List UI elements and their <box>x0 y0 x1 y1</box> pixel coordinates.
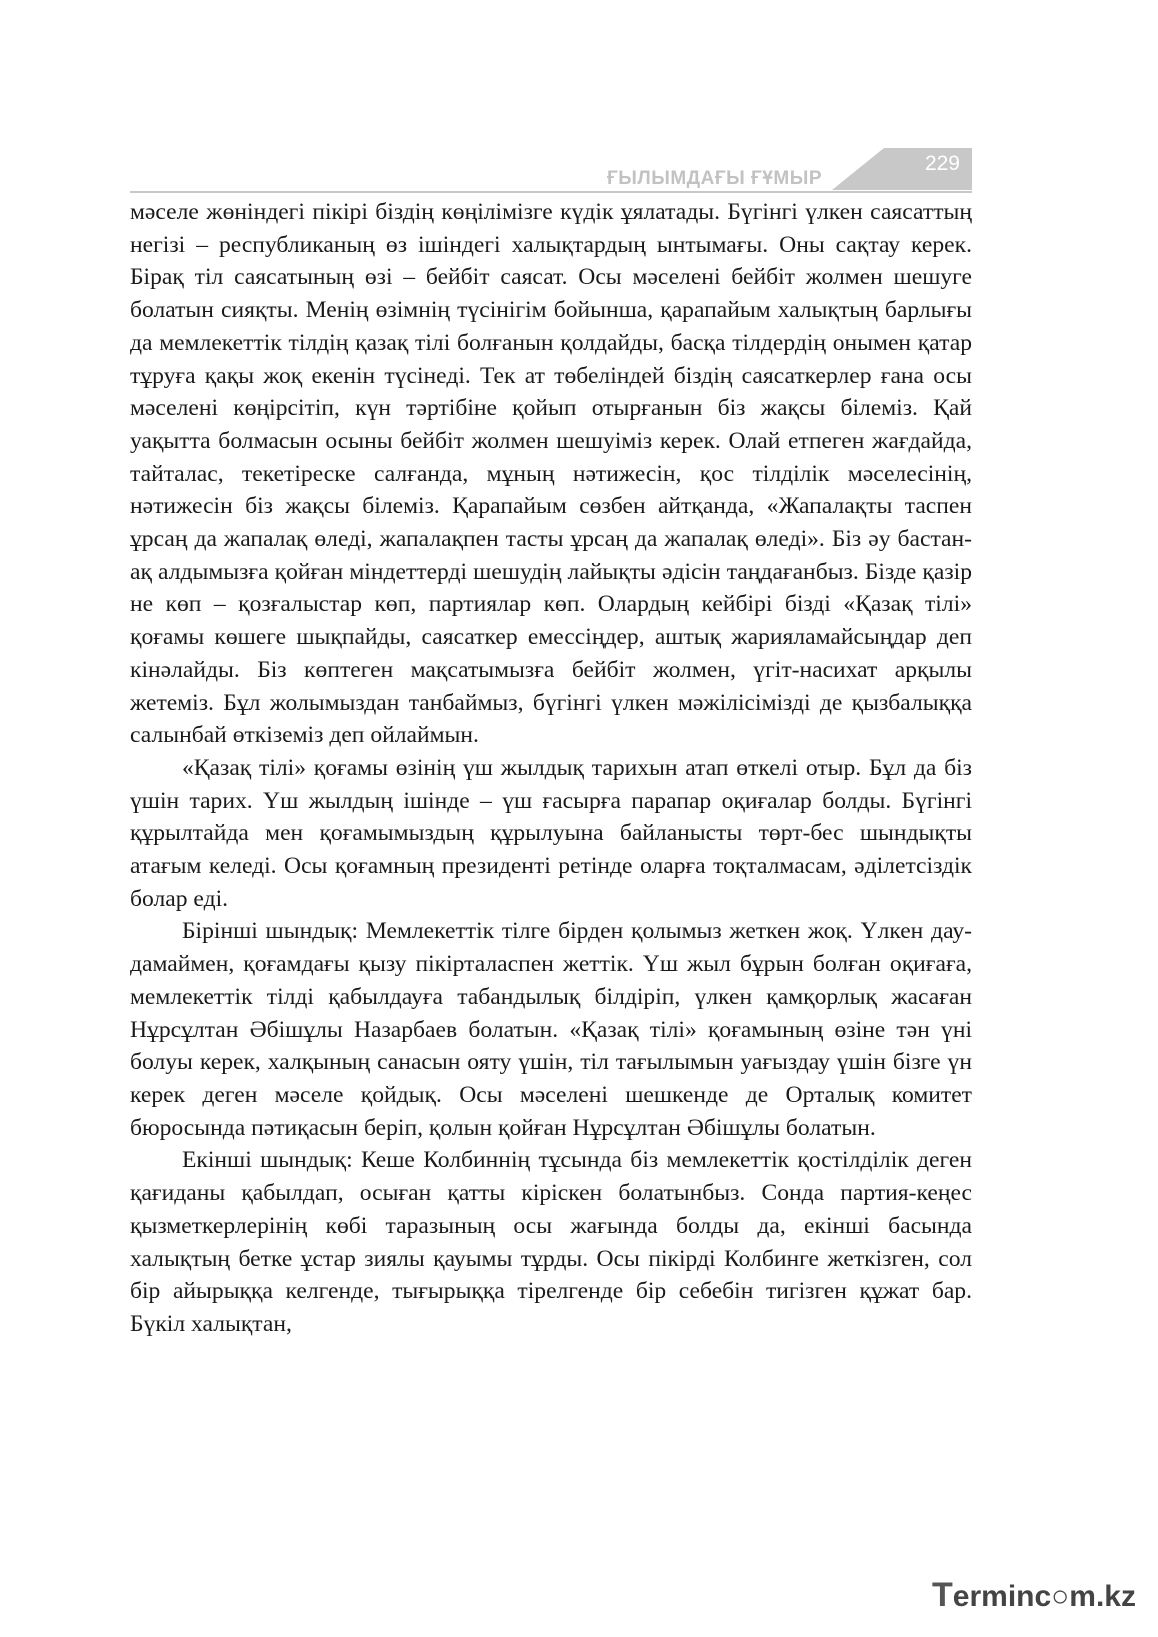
watermark-letter: T <box>932 1576 953 1614</box>
running-header-title: ҒЫЛЫМДАҒЫ ҒҰМЫР <box>607 168 822 189</box>
page-number: 229 <box>924 152 960 175</box>
paragraph-3: Бірінші шындық: Мемлекеттік тілге бірден қолымыз жеткен жоқ. Үлкен дау-дамаймен, қоғамдағы қызу пікірталаспен жеттік. Үш жыл бұрын болған оқиғаға, мемлекеттік тілді қабылдауға табандылық білдіріп, үлкен қамқорлық жасаған Нұрсұлтан Әбішұлы Назарбаев болатын. «Қазақ тілі» қоғамының өзіне тән үні болуы керек, халқының санасын ояту үшін, тіл тағылымын уағыздау үшін бізге үн керек деген мәселе қойдық. Осы мәселені шешкенде де Орталық комитет бюросында пәтиқасын беріп, қолын қойған Нұрсұлтан Әбішұлы болатын. <box>130 918 972 1141</box>
paragraph-1: мәселе жөніндегі пікірі біздің көңілімізге күдік ұялатады. Бүгінгі үлкен саясаттың негізі – республиканың өз ішіндегі халықтардың ынтымағы. Оны сақтау керек. Бірақ тіл саясатының өзі – бейбіт саясат. Осы мәселені бейбіт жолмен шешуге болатын сияқты. Менің өзімнің түсінігім бойынша, қарапайым халықтың барлығы да мемлекеттік тілдің қазақ тілі болғанын қолдайды, басқа тілдердің онымен қатар тұруға қақы жоқ екенін түсінеді. Тек ат төбеліндей біздің саясаткерлер ғана осы мәселені көңірсітіп, күн тәртібіне қойып отырғанын біз жақсы білеміз. Қай уақытта болмасын осыны бейбіт жолмен шешуіміз керек. Олай етпеген жағдайда, тайталас, текетіреске салғанда, мұның нәтижесін, қос тілділік мәселесінің, нәтижесін біз жақсы білеміз. Қарапайым сөзбен айтқанда, «Жапалақты таспен ұрсаң да жапалақ өледі, жапалақпен тасты ұрсаң да жапалақ өледі». Біз әу бастан-ақ алдымызға қойған міндеттерді шешудің лайықты әдісін таңдағанбыз. Бізде қазір не көп – қозғалыстар көп, партиялар көп. Олардың кейбірі бізді «Қазақ тілі» қоғамы көшеге шықпайды, саясаткер емессіңдер, аштық жарияламайсыңдар деп кінәлайды. Біз көптеген мақсатымызға бейбіт жолмен, үгіт-насихат арқылы жетеміз. Бұл жолымыздан танбаймыз, бүгінгі үлкен мәжілісімізді де қызбалыққа салынбай өткіземіз деп ойлаймын. <box>130 199 972 749</box>
header-rule <box>130 191 972 193</box>
site-watermark <box>932 1576 1136 1615</box>
body-text <box>130 196 972 1341</box>
paragraph-2: «Қазақ тілі» қоғамы өзінің үш жылдық тарихын атап өткелі отыр. Бұл да біз үшін тарих. Үш жылдың ішінде – үш ғасырға парапар оқиғалар болды. Бүгінгі құрылтайда мен қоғамымыздың құрылуына байланысты төрт-бес шындықты атағым келеді. Осы қоғамның президенті ретінде оларға тоқталмасам, әділетсіздік болар еді. <box>130 754 972 912</box>
watermark-text: erminc <box>952 1580 1052 1613</box>
watermark-domain: m.kz <box>1069 1580 1136 1613</box>
running-header <box>130 148 972 194</box>
page-number-tab <box>832 148 972 190</box>
magnifier-icon: ○ <box>1051 1580 1070 1613</box>
paragraph-4: Екінші шындық: Кеше Колбиннің тұсында біз мемлекеттік қостілділік деген қағиданы қабылдап, осыған қатты кіріскен болатынбыз. Сонда партия-кеңес қызметкерлерінің көбі таразының осы жағында болды да, екінші басында халықтың бетке ұстар зиялы қауымы тұрды. Осы пікірді Колбинге жеткізген, сол бір айырыққа келгенде, тығырыққа тірелгенде бір себебін тигізген құжат бар. Бүкіл халықтан, <box>130 1147 972 1337</box>
